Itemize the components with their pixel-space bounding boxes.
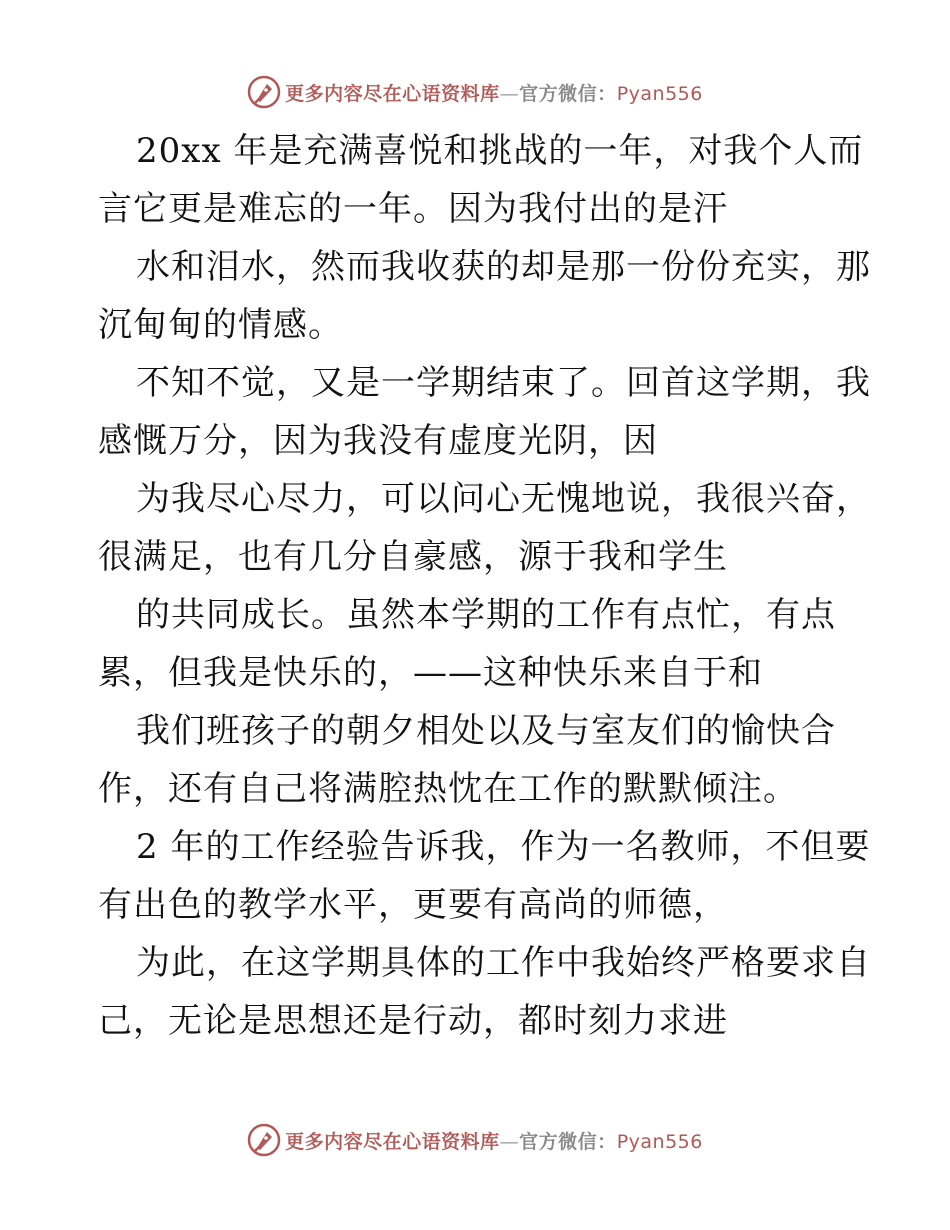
body-line: 不知不觉，又是一学期结束了。回首这学期，我	[136, 363, 871, 403]
body-line: 为此，在这学期具体的工作中我始终严格要求自	[136, 943, 871, 983]
pen-nib-logo-icon	[247, 75, 281, 109]
header-watermark	[0, 72, 950, 112]
watermark-site-name: 更多内容尽在心语资料库	[285, 1130, 500, 1153]
watermark-wechat-label: 官方微信：	[519, 82, 617, 105]
body-line: 作，还有自己将满腔热忱在工作的默默倾注。	[98, 769, 798, 809]
body-line: 2 年的工作经验告诉我，作为一名教师，不但要	[136, 827, 871, 867]
watermark-text	[285, 1127, 703, 1154]
body-line: 水和泪水，然而我收获的却是那一份份充实，那	[136, 247, 871, 287]
body-line: 言它更是难忘的一年。因为我付出的是汗	[98, 189, 728, 229]
body-line: 沉甸甸的情感。	[98, 305, 343, 345]
watermark-site-name: 更多内容尽在心语资料库	[285, 82, 500, 105]
body-line: 20xx 年是充满喜悦和挑战的一年，对我个人而	[136, 131, 864, 171]
watermark-text	[285, 79, 703, 106]
body-line: 有出色的教学水平，更要有高尚的师德，	[98, 885, 728, 925]
pen-nib-logo-icon	[247, 1123, 281, 1157]
body-line: 己，无论是思想还是行动，都时刻力求进	[98, 1001, 728, 1041]
watermark-wechat-id: Pyan556	[616, 82, 703, 105]
body-line: 感慨万分，因为我没有虚度光阴，因	[98, 421, 658, 461]
watermark-wechat-label: 官方微信：	[519, 1130, 617, 1153]
watermark-dash: —	[499, 82, 520, 105]
watermark-dash: —	[499, 1130, 520, 1153]
body-line: 我们班孩子的朝夕相处以及与室友们的愉快合	[136, 711, 836, 751]
body-line: 的共同成长。虽然本学期的工作有点忙，有点	[136, 595, 836, 635]
watermark-wechat-id: Pyan556	[616, 1130, 703, 1153]
footer-watermark	[0, 1120, 950, 1160]
document-body	[98, 122, 871, 1050]
body-line: 很满足，也有几分自豪感，源于我和学生	[98, 537, 728, 577]
body-line: 为我尽心尽力，可以问心无愧地说，我很兴奋，	[136, 479, 871, 519]
body-line: 累，但我是快乐的，——这种快乐来自于和	[98, 653, 763, 693]
